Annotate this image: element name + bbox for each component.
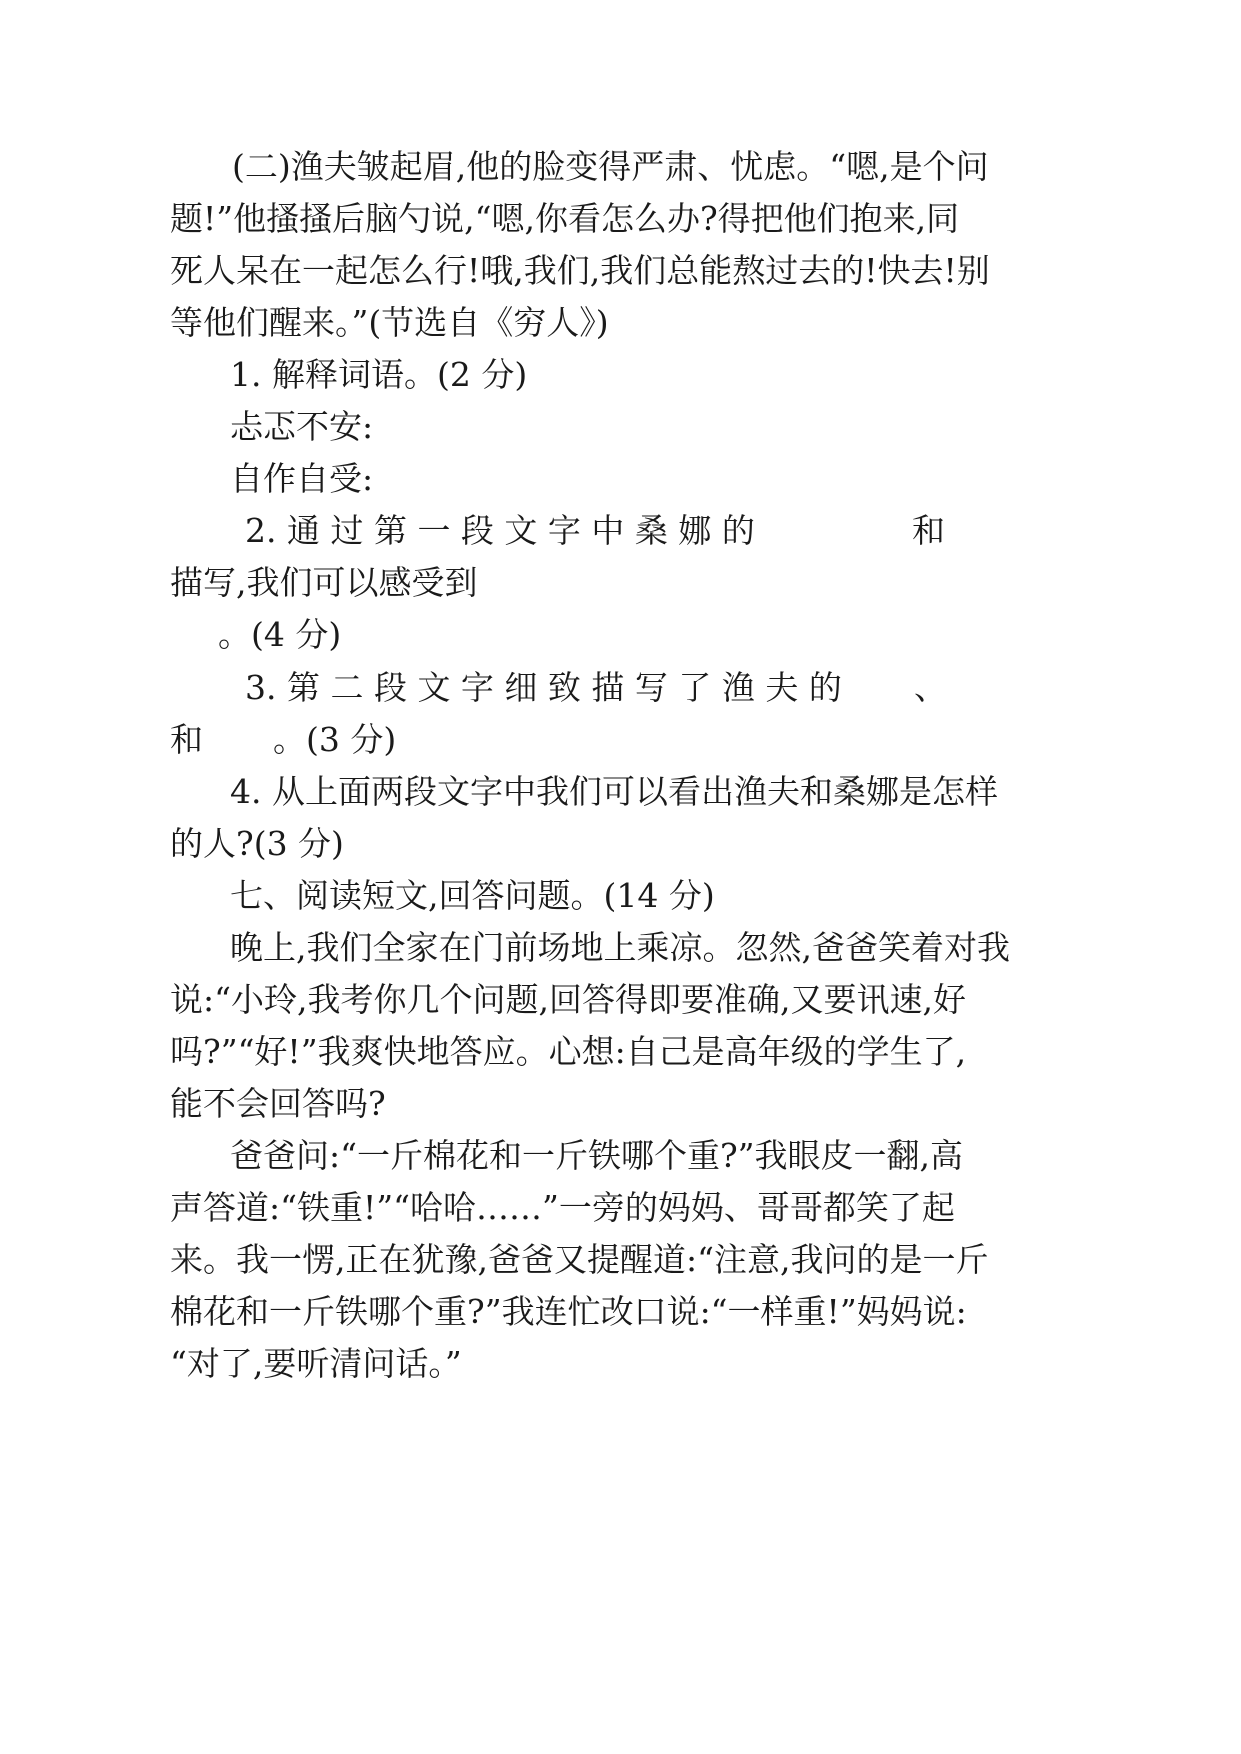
question-2-part-c: 描写,我们可以感受到 — [170, 563, 478, 602]
reading-line-6: 声答道:“铁重!”“哈哈……”一旁的妈妈、哥哥都笑了起 — [170, 1188, 955, 1227]
reading-line-2: 说:“小玲,我考你几个问题,回答得即要准确,又要讯速,好 — [170, 980, 966, 1019]
passage2-line-4: 等他们醒来。”(节选自《穷人》) — [170, 303, 609, 342]
reading-line-9: “对了,要听清问话。” — [170, 1344, 462, 1383]
reading-line-7: 来。我一愣,正在犹豫,爸爸又提醒道:“注意,我问的是一斤 — [170, 1240, 989, 1279]
question-4-line-1: 4. 从上面两段文字中我们可以看出渔夫和桑娜是怎样 — [230, 772, 998, 811]
reading-line-8: 棉花和一斤铁哪个重?”我连忙改口说:“一样重!”妈妈说: — [170, 1292, 967, 1331]
question-3-part-d: 。(3 分) — [273, 720, 397, 759]
question-2-part-a: 2. 通 过 第 一 段 文 字 中 桑 娜 的 — [245, 511, 755, 550]
question-3-part-b: 、 — [914, 668, 947, 707]
passage2-line-3: 死人呆在一起怎么行!哦,我们,我们总能熬过去的!快去!别 — [170, 251, 990, 290]
passage2-line-2: 题!”他搔搔后脑勺说,“嗯,你看怎么办?得把他们抱来,同 — [170, 199, 960, 238]
question-3-part-c: 和 — [170, 720, 203, 759]
reading-line-1: 晚上,我们全家在门前场地上乘凉。忽然,爸爸笑着对我 — [230, 928, 1010, 967]
question-1-term-2: 自作自受: — [230, 459, 374, 498]
section-7-heading: 七、阅读短文,回答问题。(14 分) — [230, 876, 715, 915]
reading-line-5: 爸爸问:“一斤棉花和一斤铁哪个重?”我眼皮一翻,高 — [230, 1136, 964, 1175]
question-1: 1. 解释词语。(2 分) — [230, 355, 528, 394]
question-1-term-1: 忐忑不安: — [230, 407, 374, 446]
reading-line-4: 能不会回答吗? — [170, 1084, 386, 1123]
question-2-part-b: 和 — [912, 511, 945, 550]
passage2-line-1: (二)渔夫皱起眉,他的脸变得严肃、忧虑。“嗯,是个问 — [232, 147, 989, 186]
question-4-line-2: 的人?(3 分) — [170, 824, 344, 863]
question-2-part-d: 。(4 分) — [218, 615, 342, 654]
reading-line-3: 吗?”“好!”我爽快地答应。心想:自己是高年级的学生了, — [170, 1032, 967, 1071]
question-3-part-a: 3. 第 二 段 文 字 细 致 描 写 了 渔 夫 的 — [245, 668, 842, 707]
